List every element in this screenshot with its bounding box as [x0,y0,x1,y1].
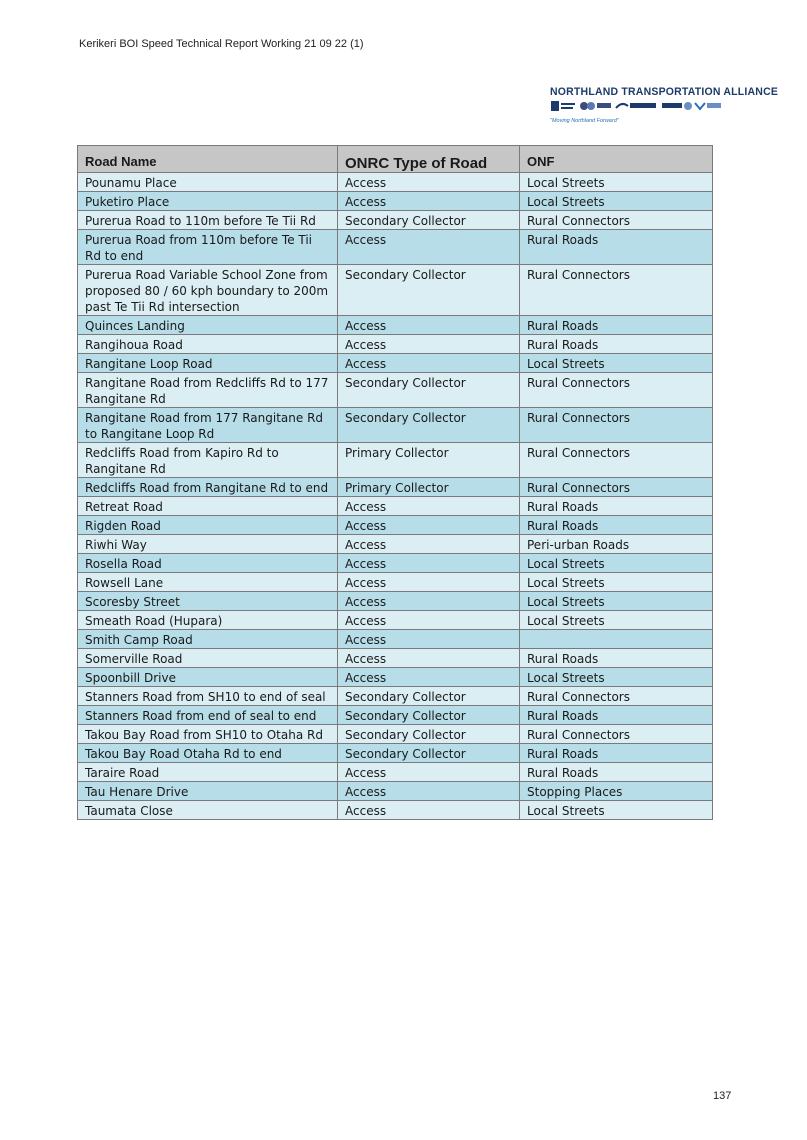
onf-cell: Local Streets [520,801,713,820]
road-name-cell: Redcliffs Road from Kapiro Rd to Rangitane Rd [78,443,338,478]
onf-cell: Rural Connectors [520,211,713,230]
onrc-type-cell: Access [338,801,520,820]
onrc-type-cell: Access [338,763,520,782]
header-road-name: Road Name [78,146,338,173]
onf-cell: Local Streets [520,192,713,211]
table-body [78,173,713,820]
onrc-type-cell: Access [338,668,520,687]
onf-cell: Rural Connectors [520,687,713,706]
road-name-cell: Takou Bay Road from SH10 to Otaha Rd [78,725,338,744]
onrc-type-cell: Primary Collector [338,478,520,497]
onf-cell: Rural Connectors [520,478,713,497]
road-name-cell: Rowsell Lane [78,573,338,592]
road-name-cell: Rangitane Road from 177 Rangitane Rd to Rangitane Loop Rd [78,408,338,443]
onf-cell: Rural Roads [520,763,713,782]
road-name-cell: Purerua Road Variable School Zone from proposed 80 / 60 kph boundary to 200m past Te Tii Rd intersection [78,265,338,316]
table-row [78,316,713,335]
table-row [78,335,713,354]
table-row [78,443,713,478]
table-row [78,687,713,706]
road-name-cell: Somerville Road [78,649,338,668]
road-name-cell: Taraire Road [78,763,338,782]
logo-tagline: "Moving Northland Forward" [550,118,619,124]
road-classification-table [77,145,713,820]
table-row [78,763,713,782]
onrc-type-cell: Secondary Collector [338,211,520,230]
onrc-type-cell: Access [338,611,520,630]
onf-cell: Rural Connectors [520,443,713,478]
onf-cell: Rural Roads [520,497,713,516]
onrc-type-cell: Secondary Collector [338,744,520,763]
table-row [78,408,713,443]
onf-cell: Local Streets [520,573,713,592]
road-name-cell: Takou Bay Road Otaha Rd to end [78,744,338,763]
table-row [78,516,713,535]
road-name-cell: Puketiro Place [78,192,338,211]
onrc-type-cell: Access [338,335,520,354]
onrc-type-cell: Access [338,173,520,192]
table-row [78,611,713,630]
table-row [78,535,713,554]
table-row [78,173,713,192]
onf-cell: Peri-urban Roads [520,535,713,554]
onf-cell: Rural Connectors [520,408,713,443]
onrc-type-cell: Access [338,316,520,335]
road-name-cell: Rangihoua Road [78,335,338,354]
table-row [78,592,713,611]
onrc-type-cell: Access [338,782,520,801]
table-row [78,211,713,230]
onrc-type-cell: Primary Collector [338,443,520,478]
road-name-cell: Stanners Road from SH10 to end of seal [78,687,338,706]
road-name-cell: Redcliffs Road from Rangitane Rd to end [78,478,338,497]
table-row [78,573,713,592]
onrc-type-cell: Access [338,354,520,373]
onrc-type-cell: Access [338,554,520,573]
onf-cell: Local Streets [520,592,713,611]
table-row [78,265,713,316]
road-name-cell: Rosella Road [78,554,338,573]
table-row [78,478,713,497]
road-name-cell: Scoresby Street [78,592,338,611]
road-name-cell: Quinces Landing [78,316,338,335]
onrc-type-cell: Access [338,516,520,535]
table-row [78,554,713,573]
onf-cell: Rural Roads [520,516,713,535]
onrc-type-cell: Access [338,230,520,265]
road-name-cell: Spoonbill Drive [78,668,338,687]
onf-cell: Rural Roads [520,230,713,265]
onf-cell: Rural Roads [520,744,713,763]
table-row [78,373,713,408]
onf-cell: Rural Roads [520,316,713,335]
road-name-cell: Pounamu Place [78,173,338,192]
onrc-type-cell: Access [338,630,520,649]
onrc-type-cell: Secondary Collector [338,373,520,408]
document-header-title: Kerikeri BOI Speed Technical Report Working 21 09 22 (1) [79,38,364,50]
onf-cell: Rural Roads [520,335,713,354]
table-row [78,668,713,687]
road-name-cell: Stanners Road from end of seal to end [78,706,338,725]
page-number: 137 [713,1090,732,1102]
partner-logos-strip [550,100,722,112]
road-name-cell: Retreat Road [78,497,338,516]
table-row [78,354,713,373]
onrc-type-cell: Access [338,192,520,211]
onf-cell: Local Streets [520,668,713,687]
header-onf: ONF [520,146,713,173]
onf-cell: Rural Roads [520,706,713,725]
road-name-cell: Rangitane Road from Redcliffs Rd to 177 Rangitane Rd [78,373,338,408]
table-row [78,725,713,744]
road-name-cell: Rigden Road [78,516,338,535]
onf-cell: Local Streets [520,354,713,373]
header-onrc-type: ONRC Type of Road [338,146,520,173]
logo-title: NORTHLAND TRANSPORTATION ALLIANCE [550,85,779,99]
table-row [78,744,713,763]
road-name-cell: Riwhi Way [78,535,338,554]
northland-transportation-alliance-logo [550,85,779,124]
onrc-type-cell: Secondary Collector [338,408,520,443]
onf-cell: Local Streets [520,554,713,573]
table-row [78,630,713,649]
onrc-type-cell: Secondary Collector [338,706,520,725]
road-name-cell: Purerua Road to 110m before Te Tii Rd [78,211,338,230]
onf-cell: Rural Connectors [520,725,713,744]
onf-cell: Rural Connectors [520,373,713,408]
onrc-type-cell: Access [338,649,520,668]
table-row [78,230,713,265]
onf-cell: Rural Roads [520,649,713,668]
onf-cell: Rural Connectors [520,265,713,316]
road-name-cell: Smith Camp Road [78,630,338,649]
onrc-type-cell: Access [338,497,520,516]
onrc-type-cell: Access [338,592,520,611]
table-row [78,782,713,801]
table-row [78,497,713,516]
onrc-type-cell: Secondary Collector [338,265,520,316]
table-header-row [78,146,713,173]
table-row [78,801,713,820]
onf-cell: Stopping Places [520,782,713,801]
onf-cell: Local Streets [520,173,713,192]
table-row [78,649,713,668]
onrc-type-cell: Secondary Collector [338,725,520,744]
onrc-type-cell: Access [338,573,520,592]
road-name-cell: Smeath Road (Hupara) [78,611,338,630]
road-name-cell: Taumata Close [78,801,338,820]
onrc-type-cell: Access [338,535,520,554]
road-name-cell: Tau Henare Drive [78,782,338,801]
road-name-cell: Purerua Road from 110m before Te Tii Rd to end [78,230,338,265]
onrc-type-cell: Secondary Collector [338,687,520,706]
table-row [78,192,713,211]
table-row [78,706,713,725]
onf-cell [520,630,713,649]
onf-cell: Local Streets [520,611,713,630]
road-name-cell: Rangitane Loop Road [78,354,338,373]
